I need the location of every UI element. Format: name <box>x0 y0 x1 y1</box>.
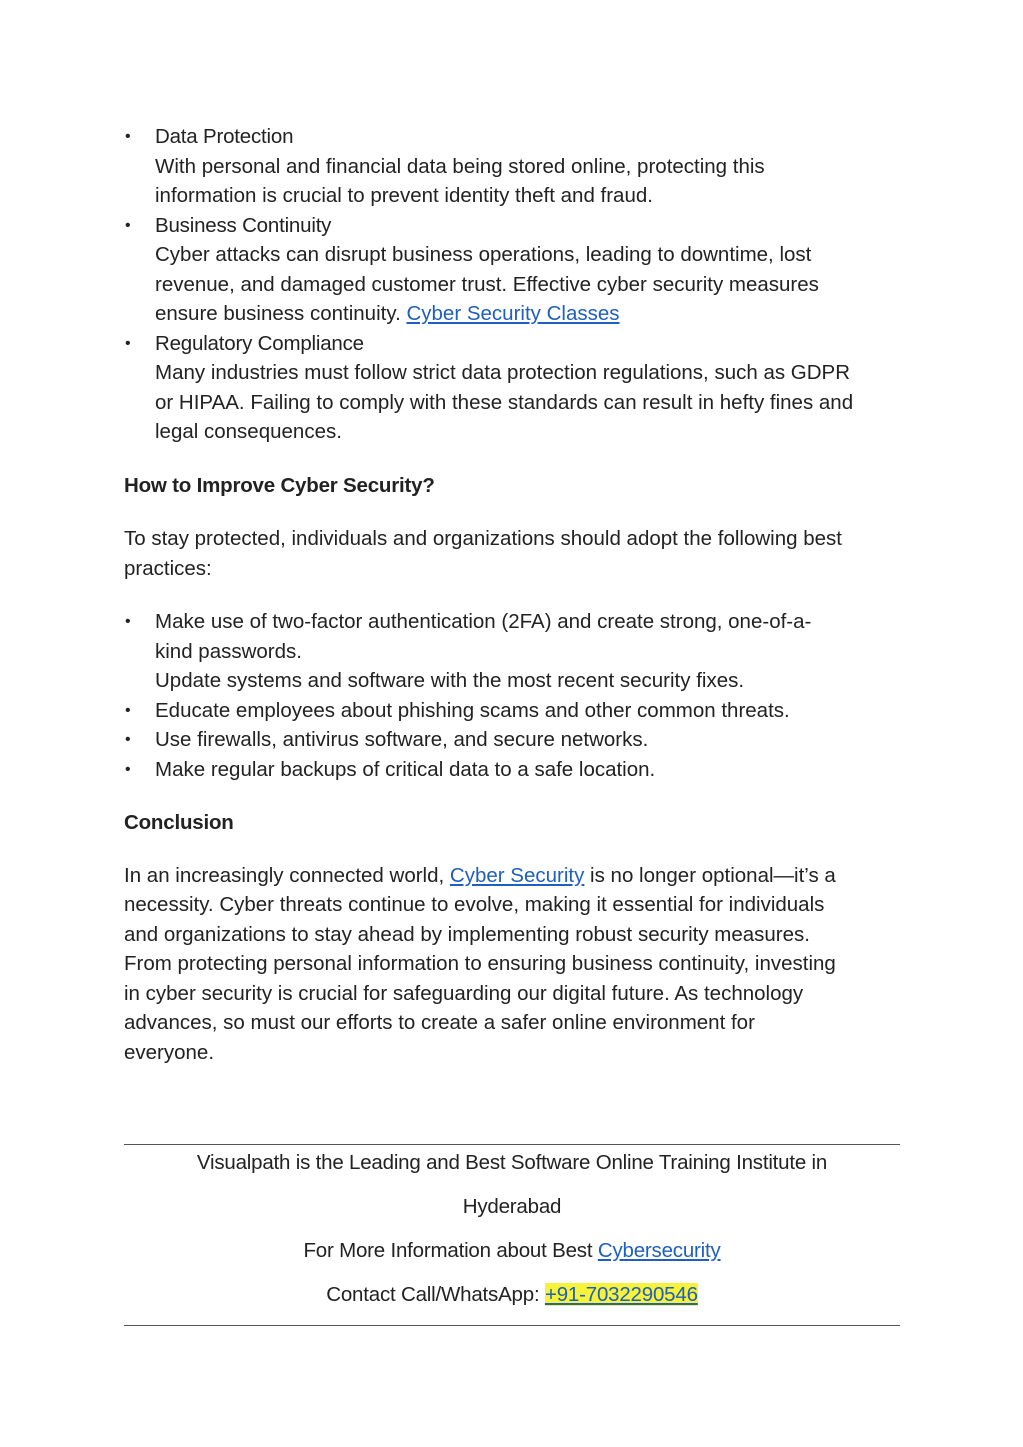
list-item <box>124 211 900 329</box>
conclusion-line: necessity. Cyber threats continue to evolve, making it essential for individuals <box>124 893 825 916</box>
item-body-line <box>155 299 900 329</box>
conclusion-line: everyone. <box>124 1040 215 1064</box>
improve-intro <box>124 524 900 583</box>
item-body-text: ensure business continuity. <box>155 302 407 325</box>
item-body-line: revenue, and damaged customer trust. Effective cyber security measures <box>155 272 819 296</box>
item-title: Regulatory Compliance <box>155 331 364 355</box>
item-title: Data Protection <box>155 125 294 148</box>
cyber-security-classes-link[interactable]: Cyber Security Classes <box>406 302 620 325</box>
list-item <box>124 725 900 755</box>
improve-heading: How to Improve Cyber Security? <box>124 473 435 497</box>
list-item <box>124 329 900 447</box>
footer-tagline: Visualpath is the Leading and Best Software Online Training Institute in <box>196 1151 828 1174</box>
cybersecurity-link[interactable]: Cybersecurity <box>597 1239 721 1262</box>
conclusion-line: advances, so must our efforts to create a safer online environment for <box>124 1011 755 1034</box>
bullet-icon: • <box>125 128 131 145</box>
conclusion-line: in cyber security is crucial for safeguarding our digital future. As technology <box>124 981 804 1005</box>
conclusion-line <box>124 861 900 891</box>
conclusion-line: From protecting personal information to ensuring business continuity, investing <box>124 952 836 975</box>
list-item <box>124 607 900 696</box>
item-body-line: information is crucial to prevent identity theft and fraud. <box>155 184 653 207</box>
importance-list <box>124 122 900 447</box>
conclusion-text: is no longer optional—it’s a <box>584 863 836 887</box>
item-line: Update systems and software with the most recent security fixes. <box>155 669 745 692</box>
footer-contact <box>124 1280 900 1310</box>
list-item <box>124 122 900 211</box>
bullet-icon: • <box>125 216 131 234</box>
phone-link[interactable]: +91-7032290546 <box>544 1283 698 1306</box>
item-line: Educate employees about phishing scams and other common threats. <box>155 698 790 722</box>
footer-box <box>124 1144 900 1326</box>
bullet-icon: • <box>125 334 131 352</box>
list-item <box>124 696 900 726</box>
conclusion-line: and organizations to stay ahead by implementing robust security measures. <box>124 922 810 946</box>
conclusion-paragraph <box>124 861 900 1068</box>
list-item <box>124 755 900 785</box>
bullet-icon: • <box>125 613 131 630</box>
bullet-icon: • <box>125 701 131 719</box>
item-body-line: Cyber attacks can disrupt business operations, leading to downtime, lost <box>155 243 812 266</box>
intro-line: To stay protected, individuals and organizations should adopt the following best <box>124 527 842 550</box>
footer-bottom-divider <box>124 1325 900 1326</box>
item-body-line: With personal and financial data being stored online, protecting this <box>155 154 765 178</box>
item-line: Make use of two-factor authentication (2FA) and create strong, one-of-a- <box>155 610 812 633</box>
footer-contact-text: Contact Call/WhatsApp: <box>326 1283 545 1306</box>
conclusion-heading: Conclusion <box>124 811 234 834</box>
bullet-icon: • <box>125 760 131 778</box>
item-title: Business Continuity <box>155 213 332 237</box>
footer-info-text: For More Information about Best <box>303 1239 598 1262</box>
item-body-line: Many industries must follow strict data protection regulations, such as GDPR <box>155 361 851 384</box>
best-practices-list <box>124 607 900 784</box>
item-body-line: legal consequences. <box>155 420 342 443</box>
item-line: Use firewalls, antivirus software, and secure networks. <box>155 728 649 751</box>
cyber-security-link[interactable]: Cyber Security <box>449 863 585 887</box>
item-body-line: or HIPAA. Failing to comply with these standards can result in hefty fines and <box>155 390 854 414</box>
item-line: kind passwords. <box>155 639 302 663</box>
footer-city: Hyderabad <box>462 1195 562 1218</box>
item-line: Make regular backups of critical data to a safe location. <box>155 757 656 781</box>
conclusion-text: In an increasingly connected world, <box>124 863 450 887</box>
intro-line: practices: <box>124 556 212 580</box>
footer-info <box>124 1236 900 1266</box>
bullet-icon: • <box>125 731 131 748</box>
document-body <box>124 122 900 1067</box>
